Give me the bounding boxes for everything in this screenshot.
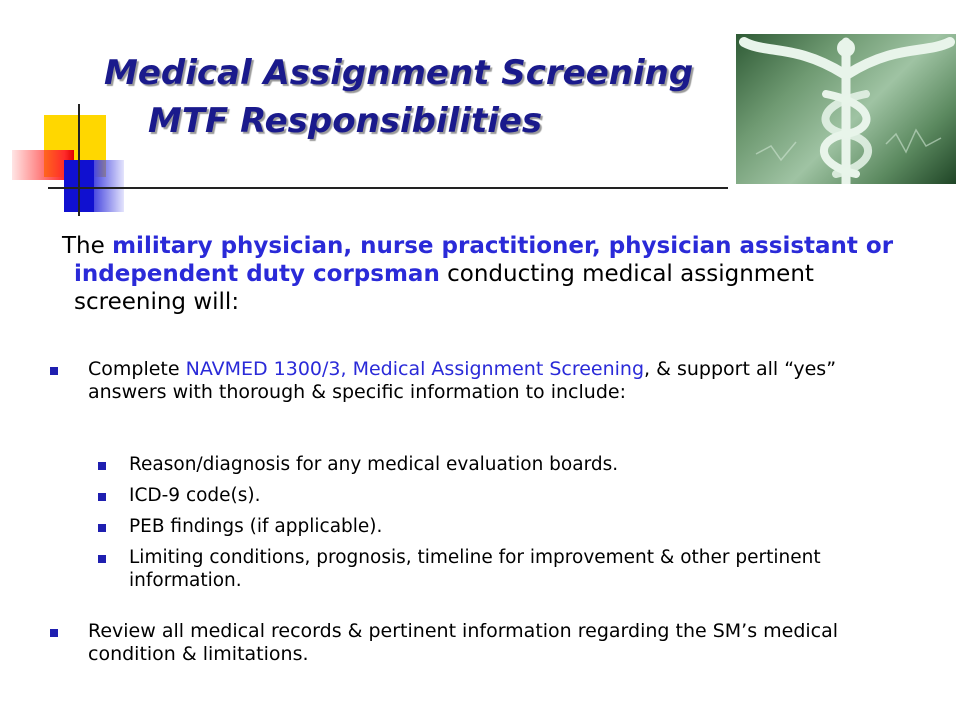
subbullet-item xyxy=(129,515,929,538)
subbullet-item xyxy=(129,453,929,476)
slide-title-line2: MTF Responsibilities xyxy=(148,101,543,141)
caduceus-icon xyxy=(736,34,956,184)
bullet-post: , & support all “yes” answers with thorough & specific information to include: xyxy=(88,358,837,403)
bullet-item-navmed xyxy=(88,358,918,404)
subbullet-text: Limiting conditions, prognosis, timeline for improvement & other pertinent information. xyxy=(129,547,821,591)
bullet-square-icon xyxy=(50,367,58,375)
bullet-square-icon xyxy=(98,555,106,563)
bullet-square-icon xyxy=(98,493,106,501)
decor-blue-fade xyxy=(94,160,124,212)
subbullet-text: Reason/diagnosis for any medical evaluation boards. xyxy=(129,454,619,475)
caduceus-image xyxy=(736,34,956,184)
bullet-item-review xyxy=(88,620,918,666)
bullet-square-icon xyxy=(50,629,58,637)
subbullet-item xyxy=(129,546,929,592)
intro-paragraph xyxy=(62,232,914,316)
subbullet-item xyxy=(129,484,929,507)
bullet-pre: Complete xyxy=(88,358,186,380)
bullet-highlight: NAVMED 1300/3, Medical Assignment Screening xyxy=(185,358,645,380)
subbullet-text: ICD-9 code(s). xyxy=(129,485,261,506)
subbullet-text: PEB findings (if applicable). xyxy=(129,516,383,537)
decor-horizontal-line xyxy=(48,187,728,189)
intro-post: conducting medical assignment screening will: xyxy=(74,261,814,315)
bullet-square-icon xyxy=(98,462,106,470)
bullet-square-icon xyxy=(98,524,106,532)
intro-highlight: military physician, nurse practitioner, physician assistant or independent duty corpsman xyxy=(74,233,894,287)
slide-title-line1: Medical Assignment Screening xyxy=(104,53,694,93)
decor-vertical-line xyxy=(78,104,80,216)
intro-pre: The xyxy=(62,233,113,259)
bullet-text: Review all medical records & pertinent information regarding the SM’s medical condition & limitations. xyxy=(88,620,839,665)
